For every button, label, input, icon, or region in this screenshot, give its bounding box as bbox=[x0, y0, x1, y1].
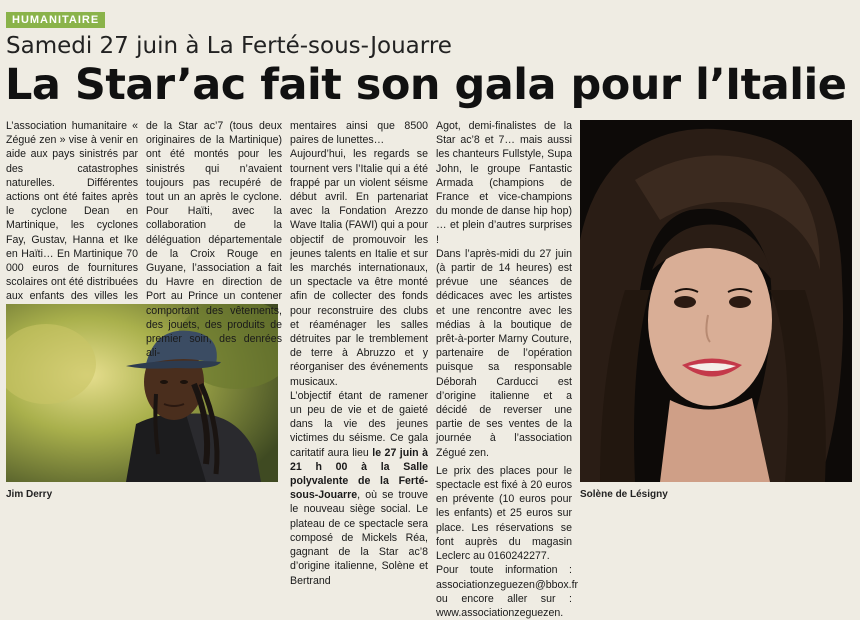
paragraph: L’association humanitaire « Zégué zen » vise à venir en aide aux pays sinistrés par des catastrophes naturelles. Différentes actions ont été faites après le cyclone Dean en Martinique, les cyclones Fay, Gustav, Hanna et Ike en Haïti… En Martinique 70 000 euros de fournitures scolaires ont été distribuées aux enfants des villes les bbox=[6, 120, 138, 303]
paragraph: Pour toute information : associationzeguezen@bbox.fr ou encore aller sur : www.associationzeguezen. bbox=[436, 564, 579, 619]
text-column-3 bbox=[290, 119, 428, 588]
paragraph: Agot, demi-finalistes de la Star ac’8 et 7… mais aussi les chanteurs Fullstyle, Supa John, le groupe Fantastic Armada (champions de France et vice-champions du monde de danse hip hop) … et plein d’autres surprises ! bbox=[436, 120, 572, 246]
paragraph: Dans l’après-midi du 27 juin (à partir de 14 heures) est prévue une séances de dédicaces avec les artistes et une rencontre avec les médias à la boutique de prêt-à-porter Marny Couture, partenaire de l’opération puisque sa responsable Déborah Carducci est d’origine italienne et a décidé de reverser une partie de ses ventes de la journée à l’association Zégué zen. bbox=[436, 247, 572, 459]
paragraph: Le prix des places pour le spectacle est fixé à 20 euros en prévente (10 euros pour les enfants) et 25 euros sur place. Les réservations se font auprès du magasin Leclerc au 0160242277. bbox=[436, 464, 572, 563]
paragraph bbox=[290, 389, 428, 588]
photo-caption-right: Solène de Lésigny bbox=[580, 489, 668, 500]
section-rubric: HUMANITAIRE bbox=[6, 12, 105, 28]
paragraph: mentaires ainsi que 8500 paires de lunettes… bbox=[290, 120, 428, 147]
paragraph-text: L’objectif étant de ramener un peu de vie et de gaieté dans la vie des jeunes victimes du séisme. Ce gala caritatif aura lieu bbox=[290, 389, 428, 459]
photo-solene-de-lesigny bbox=[580, 120, 852, 482]
event-details: le 27 juin à 21 h 00 à la Salle polyvalente de la Ferté-sous-Jouarre bbox=[290, 446, 428, 502]
paragraph: de la Star ac’7 (tous deux originaires de la Martinique) ont été montés pour les sinistrés qui n’avaient toujours pas recupéré de tout un an après le cyclone. Pour Haïti, avec la collaboration de la déléguation départementale de la Croix Rouge en Guyane, l’association a fait du Havre en direction de Port au Prince un contener comportant des vêtements, des jouets, des produits de premier soin, des denrées ali- bbox=[146, 120, 282, 360]
paragraph: Aujourd’hui, les regards se tournent vers l’Italie qui a été frappé par un violent séisme début avril. En partenariat avec la Fondation Arezzo Wave Italia (FAWI) qui a pour objectif de promouvoir les jeunes talents en Italie et sur les marchés internationaux, un spectacle va être monté afin de collecter des fonds pour reconstruire des clubs et réaménager les salles détruites par le tremblement de terre à Abruzzo et y réorganiser des événements musicaux. bbox=[290, 148, 428, 388]
paragraph-text: , où se trouve le nouveau siège social. Le plateau de ce spectacle sera composé de Mickels Réa, gagnant de la Star ac’8 d’origine italienne, Solène et Bertrand bbox=[290, 489, 428, 587]
text-column-4 bbox=[436, 119, 579, 620]
text-column-2 bbox=[146, 119, 282, 360]
photo-caption-left: Jim Derry bbox=[6, 489, 53, 500]
article-headline: La Star’ac fait son gala pour l’Italie bbox=[5, 60, 847, 110]
portrait-woman-illustration bbox=[580, 120, 852, 482]
article-subtitle: Samedi 27 juin à La Ferté-sous-Jouarre bbox=[6, 33, 452, 59]
